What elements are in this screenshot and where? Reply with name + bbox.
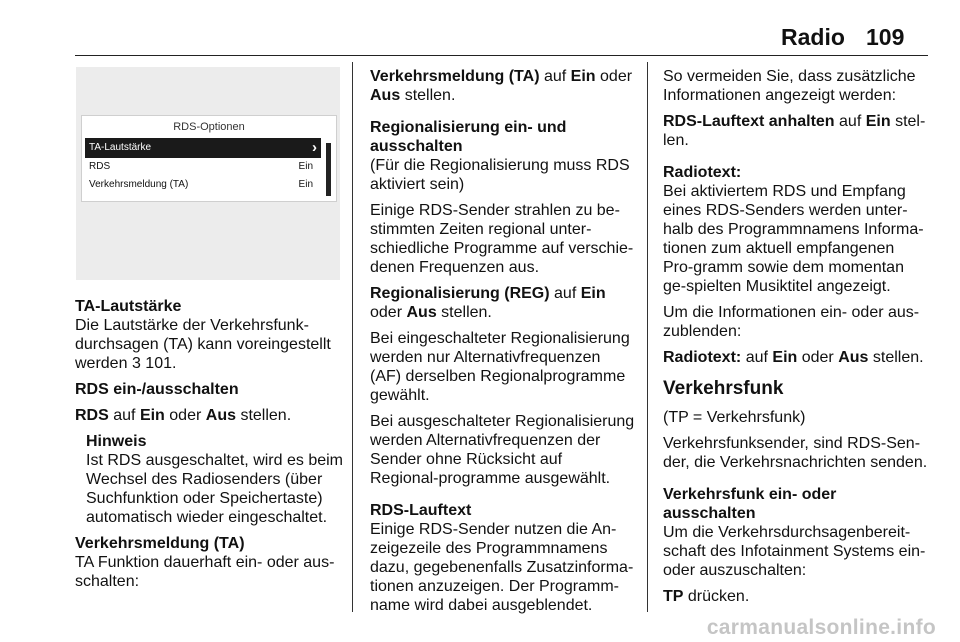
watermark: carmanualsonline.info <box>706 616 936 639</box>
rds-options-screen-image <box>76 67 340 280</box>
page-number: 109 <box>866 24 905 50</box>
heading: RDS-Lauftext <box>370 502 472 519</box>
chapter-title: Radio <box>781 24 845 50</box>
rds-options-panel <box>81 115 337 202</box>
heading: Verkehrsfunk ein- oder ausschalten <box>663 486 837 522</box>
paragraph: So vermeiden Sie, dass zusätzliche Informationen angezeigt werden: <box>663 68 916 104</box>
heading: Radiotext: <box>663 164 742 181</box>
heading: Regionalisierung ein- und ausschalten <box>370 119 567 155</box>
paragraph: Verkehrsmeldung (TA) auf Ein oder Aus stellen. <box>370 68 633 104</box>
paragraph: TP drücken. <box>663 588 750 605</box>
arrow-reference-icon: 3 <box>131 355 141 372</box>
column-3 <box>663 67 928 613</box>
header-rule <box>75 55 928 56</box>
paragraph: Einige RDS-Sender nutzen die An-zeigezeile des Programmnamens dazu, gegebenenfalls Zusatzinforma-tionen anzuzeigen. Der Programm-name wird dabei ausgeblendet. <box>370 521 634 614</box>
paragraph: TA Funktion dauerhaft ein- oder aus-schalten: <box>75 554 335 590</box>
paragraph: RDS auf Ein oder Aus stellen. <box>75 407 292 424</box>
paragraph: Regionalisierung (REG) auf Ein oder Aus stellen. <box>370 285 606 321</box>
menu-row-ta: Verkehrsmeldung (TA) Ein <box>89 179 313 190</box>
note-title: Hinweis <box>86 433 147 450</box>
paragraph: Um die Informationen ein- oder aus-zublenden: <box>663 304 920 340</box>
page-header <box>0 0 960 58</box>
column-divider <box>352 62 353 612</box>
paragraph: Bei aktiviertem RDS und Empfang eines RDS-Senders werden unter-halb des Programmnamens Informa-tionen zum aktuell empfangenen Pro-gramm sowie dem momentan ge-spielten Musiktitel angezeigt. <box>663 183 924 295</box>
section-heading: Verkehrsfunk <box>663 378 784 399</box>
column-2 <box>370 67 635 622</box>
panel-title: RDS-Optionen <box>173 121 245 133</box>
paragraph: Um die Verkehrsdurchsagenbereit-schaft des Infotainment Systems ein-oder auszuschalten: <box>663 524 926 579</box>
heading: Verkehrsmeldung (TA) <box>75 535 245 552</box>
paragraph: Radiotext: auf Ein oder Aus stellen. <box>663 349 924 366</box>
column-divider <box>647 62 648 612</box>
paragraph: Verkehrsfunksender, sind RDS-Sen-der, die Verkehrsnachrichten senden. <box>663 435 928 471</box>
chevron-right-icon: › <box>312 139 317 156</box>
paragraph: Die Lautstärke der Verkehrsfunk-durchsagen (TA) kann voreingestellt werden 3 101. <box>75 317 331 372</box>
paragraph: (Für die Regionalisierung muss RDS aktiviert sein) <box>370 157 630 193</box>
menu-row-ta-volume: TA-Lautstärke › <box>85 138 321 158</box>
paragraph: Bei ausgeschalteter Regionalisierung werden Alternativfrequenzen der Sender ohne Rücksicht auf Regional-programme ausgewählt. <box>370 413 635 487</box>
scrollbar <box>326 143 331 196</box>
paragraph: Bei eingeschalteter Regionalisierung werden nur Alternativfrequenzen (AF) derselben Regionalprogramme gewählt. <box>370 330 630 404</box>
heading: TA-Lautstärke <box>75 298 182 315</box>
menu-row-rds: RDS Ein <box>89 161 313 172</box>
paragraph: Einige RDS-Sender strahlen zu be-stimmten Zeiten regional unter-schiedliche Programme auf verschie-denen Frequenzen aus. <box>370 202 634 276</box>
heading: RDS ein-/ausschalten <box>75 381 239 398</box>
paragraph: RDS-Lauftext anhalten auf Ein stel-len. <box>663 113 926 149</box>
paragraph: (TP = Verkehrsfunk) <box>663 409 806 426</box>
note-text: Ist RDS ausgeschaltet, wird es beim Wechsel des Radiosenders (über Suchfunktion oder Speichertaste) automatisch wieder eingeschaltet. <box>86 452 343 526</box>
column-1 <box>75 297 345 598</box>
